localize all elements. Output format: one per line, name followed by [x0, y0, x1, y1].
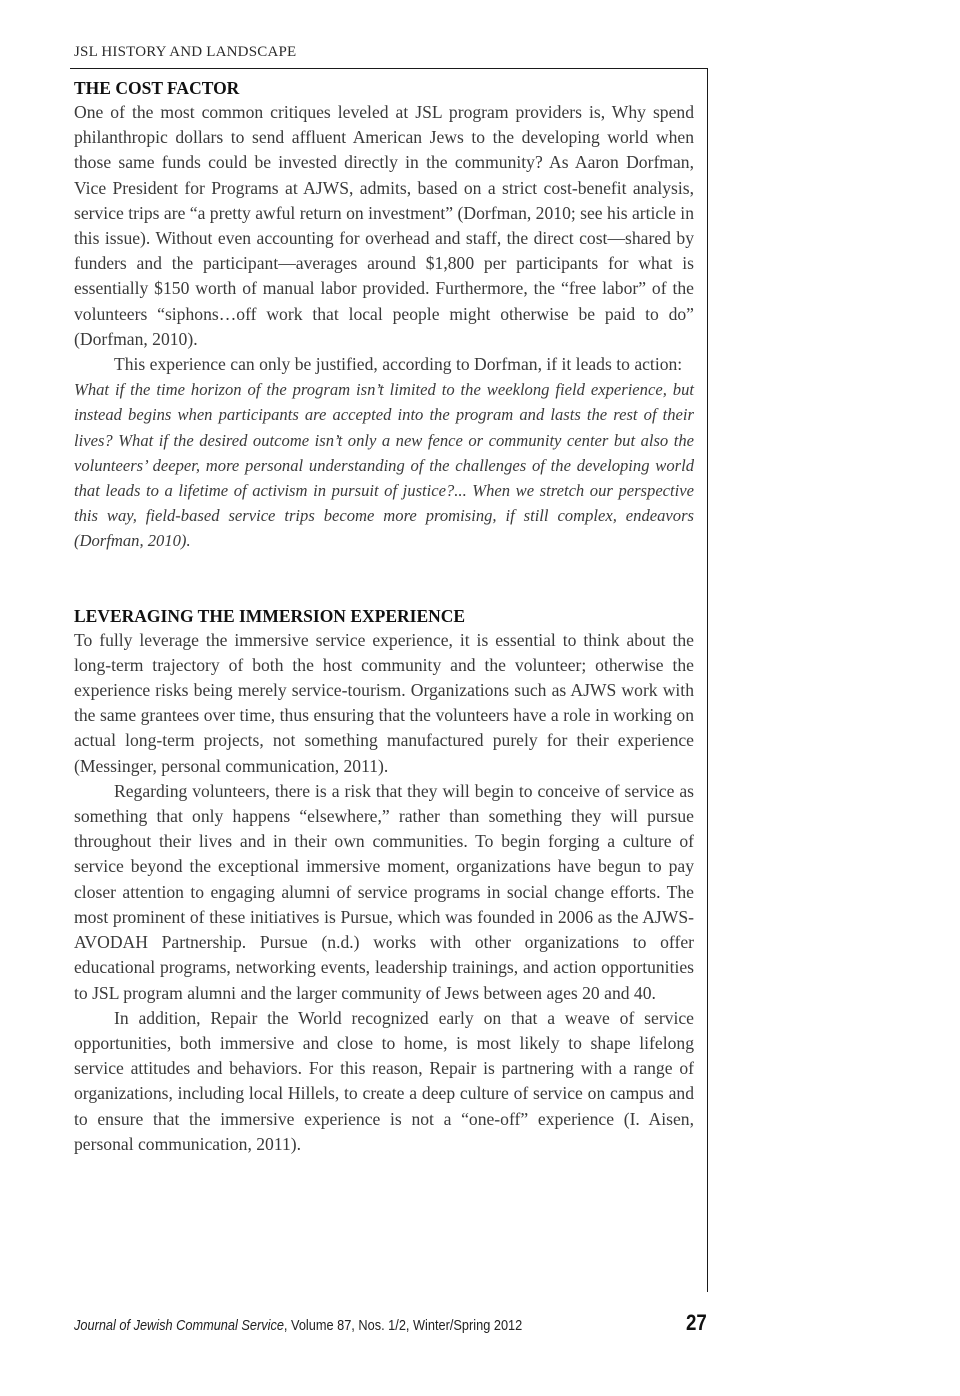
paragraph: Regarding volunteers, there is a risk that they will begin to conceive of service as something that only happens “elsewhere,” rather than something they will pursue throughout their lives and in their own communities. To begin forging a culture of service beyond the exceptional immersive moment, organizations have begun to pay closer attention to engaging alumni of service programs in social change efforts. The most prominent of these initiatives is Pursue, which was founded in 2006 as the AJWS-AVODAH Partnership. Pursue (n.d.) works with other organizations to offer educational programs, networking events, leadership trainings, and action opportunities to JSL program alumni and the larger community of Jews between ages 20 and 40. [74, 780, 694, 1003]
section-title-leveraging-immersion: LEVERAGING THE IMMERSION EXPERIENCE [74, 605, 466, 626]
top-rule [70, 68, 708, 69]
article-body [74, 76, 694, 1157]
journal-name: Journal of Jewish Communal Service [74, 1318, 284, 1334]
paragraph: This experience can only be justified, according to Dorfman, if it leads to action: [114, 354, 683, 375]
paragraph: In addition, Repair the World recognized early on that a weave of service opportunities, both immersive and close to home, is most likely to shape lifelong service attitudes and behaviors. For this reason, Repair is partnering with a range of organizations, including local Hillels, to create a deep culture of service on campus and to ensure that the immersive experience is not a “one-off” experience (I. Aisen, personal communication, 2011). [74, 1007, 694, 1154]
side-rule [707, 68, 708, 1292]
journal-issue: , Volume 87, Nos. 1/2, Winter/Spring 2012 [283, 1318, 523, 1334]
page-number: 27 [686, 1310, 707, 1335]
paragraph: One of the most common critiques leveled at JSL program providers is, Why spend philanthropic dollars to send affluent American Jews to the developing world when those same funds could be invested directly in the community? As Aaron Dorfman, Vice President for Programs at AJWS, admits, based on a strict cost-benefit analysis, service trips are “a pretty awful return on investment” (Dorfman, 2010; see his article in this issue). Without even accounting for overhead and staff, the direct cost—shared by funders and the participant—averages around $1,800 per participants for what is essentially $150 worth of manual labor provided. Furthermore, the “free labor” of the volunteers “siphons…off work that local people might otherwise be paid to do” (Dorfman, 2010). [74, 102, 694, 349]
running-head: JSL HISTORY AND LANDSCAPE [74, 44, 297, 60]
section-leveraging-immersion [74, 604, 694, 1157]
section-cost-factor [74, 76, 694, 554]
block-quote: What if the time horizon of the program isn’t limited to the weeklong field experience, but instead begins when participants are accepted into the program and lasts the rest of their lives? What if the desired outcome isn’t only a new fence or community center but also the volunteers’ deeper, more personal understanding of the challenges of the developing world that leads to a lifetime of activism in pursuit of justice?... When we stretch our perspective this way, field-based service trips become more promising, if still complex, endeavors (Dorfman, 2010). [74, 380, 694, 551]
footer-citation [74, 1318, 522, 1334]
section-title-cost-factor: THE COST FACTOR [74, 78, 240, 98]
paragraph: To fully leverage the immersive service experience, it is essential to think about the long-term trajectory of both the host community and the volunteer; otherwise the experience risks being merely service-tourism. Organizations such as AJWS work with the same grantees over time, thus ensuring that the volunteers have a role in working on actual long-term projects, not something manufactured purely for their experience (Messinger, personal communication, 2011). [74, 629, 694, 776]
